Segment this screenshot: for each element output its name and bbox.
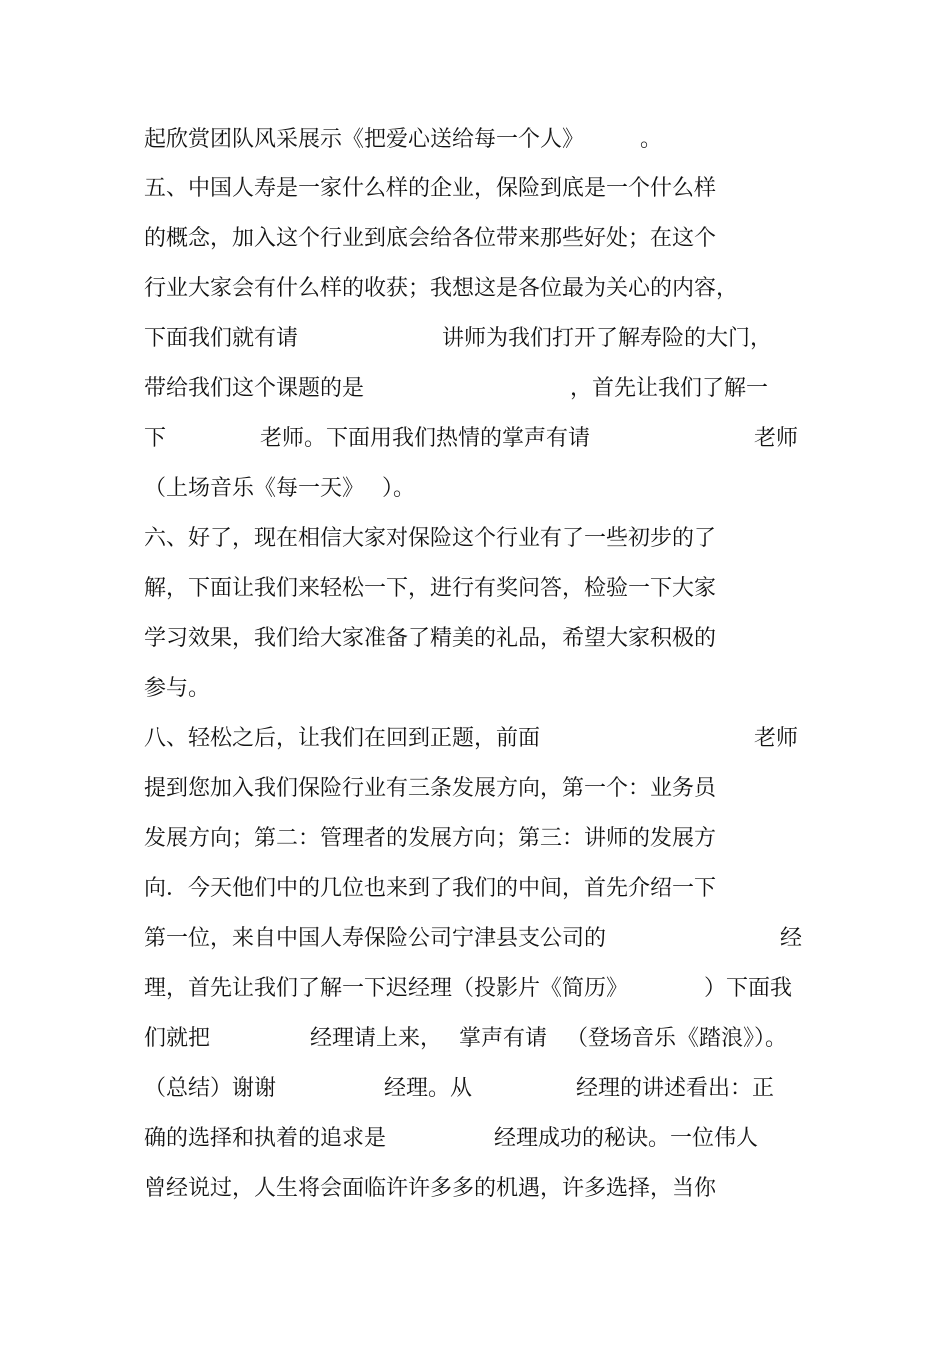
text-segment: 经理请上来， xyxy=(310,1026,443,1051)
text-segment: 向．今天他们中的几位也来到了我们的中间，首先介绍一下 xyxy=(144,876,717,901)
text-segment: 提到您加入我们保险行业有三条发展方向，第一个：业务员 xyxy=(144,776,717,801)
text-segment: ）下面我 xyxy=(704,976,793,1001)
text-segment: 解，下面让我们来轻松一下，进行有奖问答，检验一下大家 xyxy=(144,576,717,601)
text-segment: 下 xyxy=(144,426,167,451)
text-segment: 理，首先让我们了解一下迟经理（投影片《简历》 xyxy=(144,976,629,1001)
text-segment: 发展方向；第二：管理者的发展方向；第三：讲师的发展方 xyxy=(144,826,717,851)
text-segment: 《踏浪》）。 xyxy=(677,1026,788,1051)
text-segment: 确的选择和执着的追求是 xyxy=(144,1126,387,1151)
text-segment: 老师。下面用我们热情的掌声有请 xyxy=(260,426,591,451)
text-segment: 掌声有请 xyxy=(459,1026,548,1051)
text-segment: （总结）谢谢 xyxy=(144,1076,277,1101)
text-segment: ，首先让我们了解一 xyxy=(570,376,769,401)
text-segment: 行业大家会有什么样的收获；我想这是各位最为关心的内容， xyxy=(144,276,739,301)
text-segment: 的概念，加入这个行业到底会给各位带来那些好处；在这个 xyxy=(144,226,717,251)
text-segment: （上场音乐《每一天》 xyxy=(144,476,365,501)
text-segment: 参与。 xyxy=(144,676,211,701)
text-segment: 六、好了，现在相信大家对保险这个行业有了一些初步的了 xyxy=(144,526,717,551)
text-segment: 经理成功的秘诀。一位伟人 xyxy=(494,1126,759,1151)
text-segment: 下面我们就有请 xyxy=(144,326,299,351)
text-segment: 经 xyxy=(780,926,803,951)
text-segment: 起欣赏团队风采展示《把爱心送给每一个人》 xyxy=(144,127,585,152)
text-segment: 老师 xyxy=(754,426,799,451)
text-segment: 经理的讲述看出：正 xyxy=(576,1076,775,1101)
text-segment: 五、中国人寿是一家什么样的企业，保险到底是一个什么样 xyxy=(144,176,717,201)
text-segment: 。 xyxy=(640,127,663,152)
text-segment: 老师 xyxy=(754,726,799,751)
text-segment: 经理。从 xyxy=(384,1076,473,1101)
text-segment: ）。 xyxy=(382,476,416,501)
text-segment: 第一位，来自中国人寿保险公司宁津县支公司的 xyxy=(144,926,607,951)
text-segment: 八、轻松之后，让我们在回到正题，前面 xyxy=(144,726,541,751)
text-segment: （登场音乐 xyxy=(566,1026,677,1051)
text-segment: 们就把 xyxy=(144,1026,211,1051)
text-segment: 带给我们这个课题的是 xyxy=(144,376,365,401)
text-segment: 学习效果，我们给大家准备了精美的礼品，希望大家积极的 xyxy=(144,626,717,651)
text-segment: 曾经说过，人生将会面临许许多多的机遇，许多选择，当你 xyxy=(144,1176,717,1201)
text-segment: 讲师为我们打开了解寿险的大门， xyxy=(442,326,773,351)
